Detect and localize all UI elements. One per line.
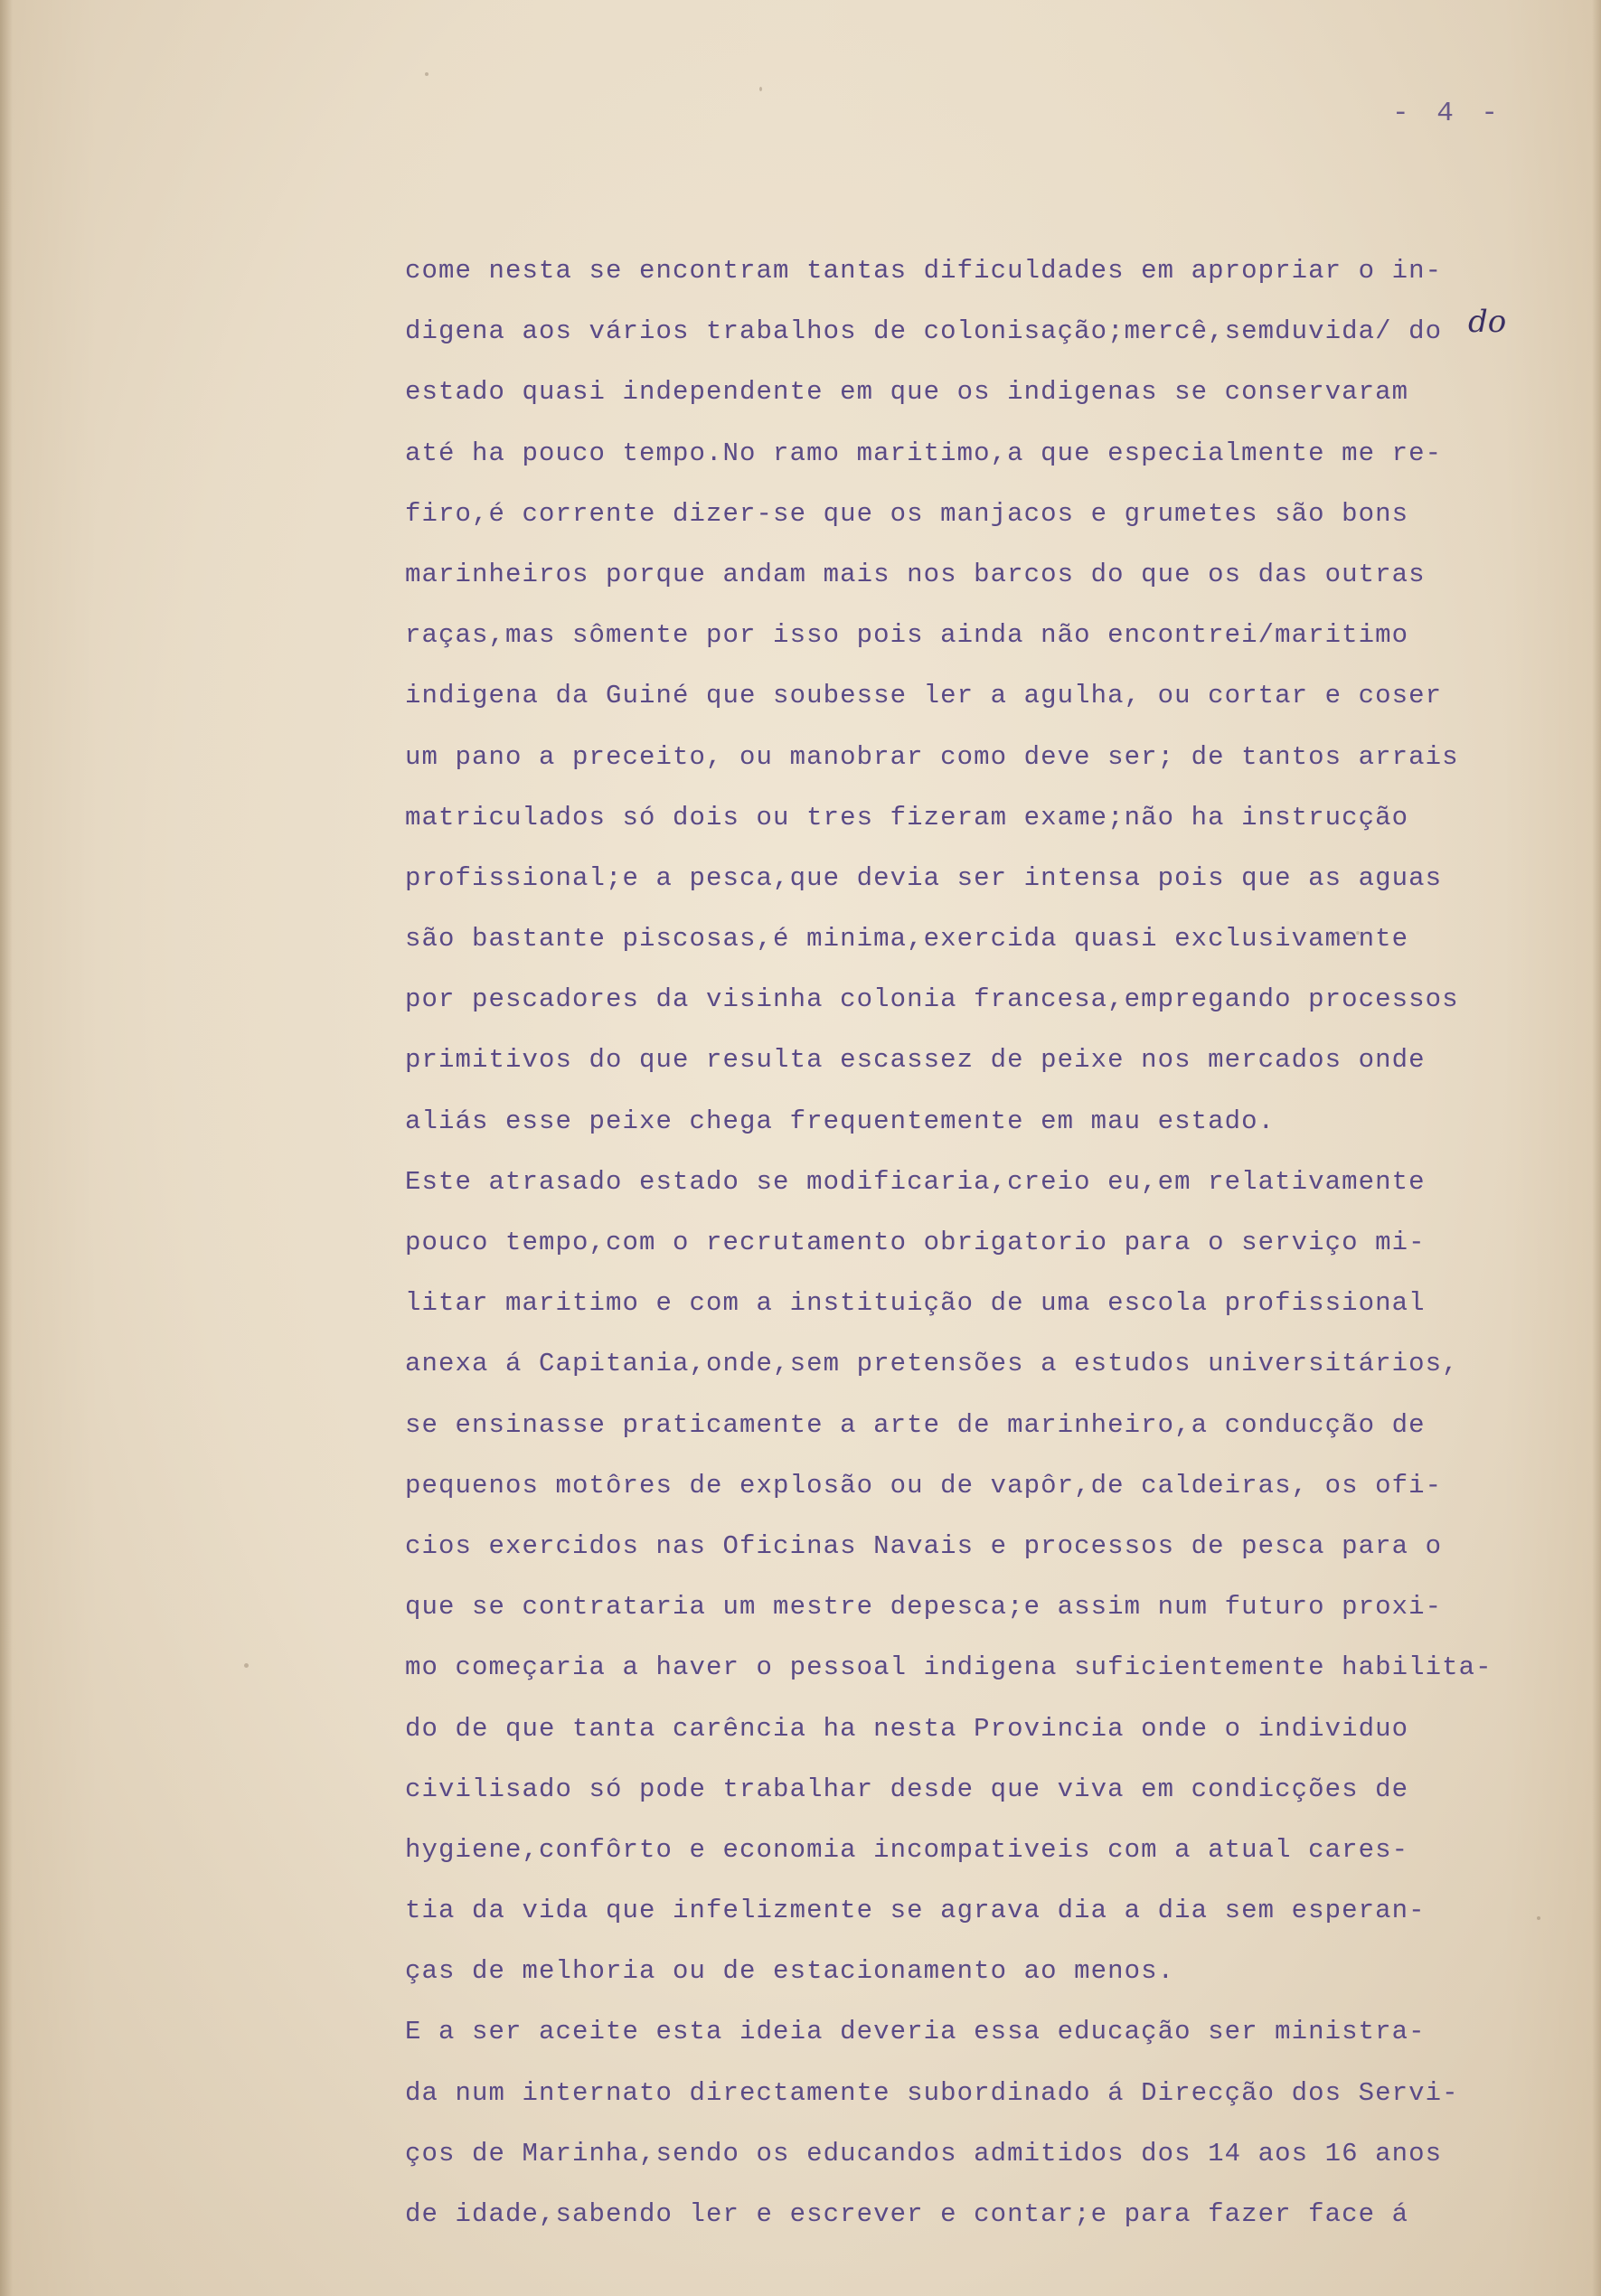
text-line: civilisado só pode trabalhar desde que viva em condicções de: [405, 1774, 1409, 1804]
text-line: da num internato directamente subordinado á Direcção dos Servi-: [405, 2077, 1459, 2108]
paper-edge-left: [0, 0, 13, 2296]
text-line: um pano a preceito, ou manobrar como deve ser; de tantos arrais: [405, 741, 1459, 772]
text-line: cios exercidos nas Oficinas Navais e processos de pesca para o: [405, 1530, 1443, 1561]
text-line: se ensinasse praticamente a arte de marinheiro,a conducção de: [405, 1409, 1426, 1440]
text-line: profissional;e a pesca,que devia ser intensa pois que as aguas: [405, 862, 1443, 893]
text-line: hygiene,confôrto e economia incompativeis com a atual cares-: [405, 1834, 1409, 1865]
text-line: são bastante piscosas,é minima,exercida quasi exclusivamente: [405, 924, 1409, 955]
text-line: anexa á Capitania,onde,sem pretensões a estudos universitários,: [405, 1349, 1459, 1379]
text-line: pequenos motôres de explosão ou de vapôr,de caldeiras, os ofi-: [405, 1470, 1443, 1501]
text-line: pouco tempo,com o recrutamento obrigatorio para o serviço mi-: [405, 1228, 1426, 1257]
paper-edge-right: [1592, 0, 1601, 2296]
paper-spot: [244, 1663, 249, 1668]
text-line: digena aos vários trabalhos de colonisação;mercê,semduvida/ do: [405, 316, 1443, 347]
text-line: que se contrataria um mestre depesca;e assim num futuro proxi-: [405, 1592, 1443, 1623]
text-line: E a ser aceite esta ideia deveria essa educação ser ministra-: [405, 2017, 1426, 2047]
page-number: - 4 -: [1392, 98, 1504, 129]
text-line: marinheiros porque andam mais nos barcos do que os das outras: [405, 559, 1426, 589]
handwritten-annotation: do: [1468, 304, 1507, 340]
text-line: firo,é corrente dizer-se que os manjacos e grumetes são bons: [405, 498, 1409, 529]
text-line: até ha pouco tempo.No ramo maritimo,a que especialmente me re-: [405, 438, 1443, 468]
text-line: mo começaria a haver o pessoal indigena suficientemente habilita-: [405, 1652, 1493, 1683]
text-line: ças de melhoria ou de estacionamento ao menos.: [405, 1956, 1175, 1987]
text-line: estado quasi independente em que os indigenas se conservaram: [405, 377, 1409, 408]
text-line: indigena da Guiné que soubesse ler a agulha, ou cortar e coser: [405, 681, 1443, 711]
body-text: [405, 240, 1553, 2244]
text-line: do de que tanta carência ha nesta Provincia onde o individuo: [405, 1713, 1409, 1744]
paper-spot: [425, 72, 429, 76]
text-line: raças,mas sômente por isso pois ainda não encontrei/maritimo: [405, 620, 1409, 651]
text-line: primitivos do que resulta escassez de peixe nos mercados onde: [405, 1045, 1426, 1076]
text-line: litar maritimo e com a instituição de uma escola profissional: [405, 1288, 1426, 1319]
text-line: ços de Marinha,sendo os educandos admitidos dos 14 aos 16 anos: [405, 2138, 1443, 2169]
text-line: come nesta se encontram tantas dificuldades em apropriar o in-: [405, 256, 1443, 286]
text-line: por pescadores da visinha colonia francesa,empregando processos: [405, 984, 1459, 1015]
text-line: Este atrasado estado se modificaria,creio eu,em relativamente: [405, 1166, 1426, 1197]
text-line: aliás esse peixe chega frequentemente em mau estado.: [405, 1106, 1276, 1136]
text-line: matriculados só dois ou tres fizeram exame;não ha instrucção: [405, 802, 1409, 833]
text-line: de idade,sabendo ler e escrever e contar;e para fazer face á: [405, 2199, 1409, 2229]
text-line: tia da vida que infelizmente se agrava dia a dia sem esperan-: [405, 1896, 1426, 1926]
paper-spot: [759, 87, 762, 91]
